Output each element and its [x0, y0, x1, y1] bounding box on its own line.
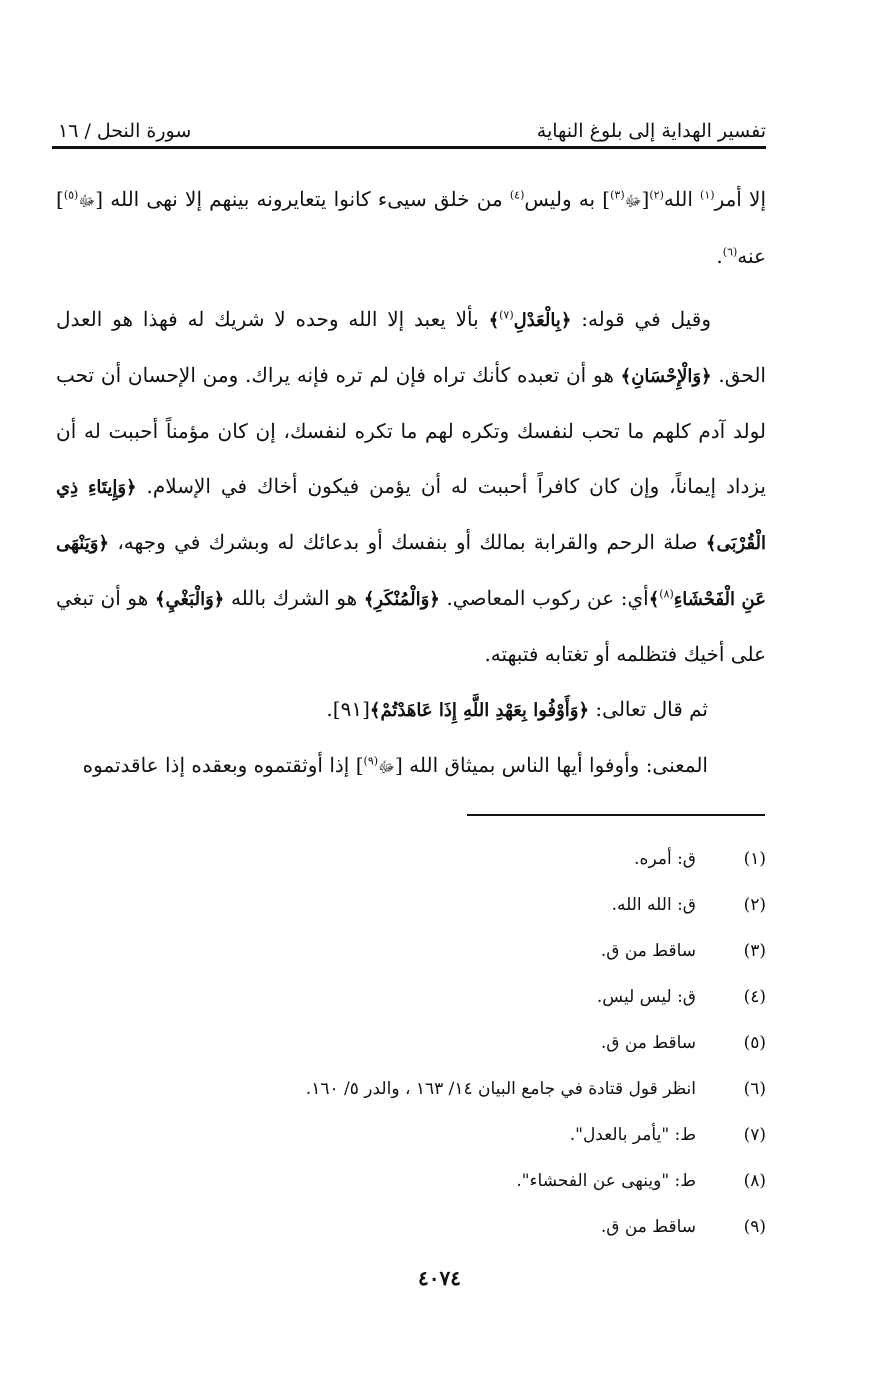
honorific-glyph: ﷻ: [624, 192, 642, 210]
footnote-ref-9: (٩): [363, 754, 379, 768]
quran-quote: ﴿وَالْبَغْيِ﴾: [154, 589, 225, 610]
footnote-item: [200, 1066, 766, 1112]
quran-quote: ﴿وَيَنْهَى عَنِ الْفَحْشَاءِ: [56, 533, 766, 610]
footnote-item: [200, 1158, 766, 1204]
footnote-text: ق: ليس ليس.: [596, 987, 696, 1007]
footnote-item: [200, 1204, 766, 1250]
footnote-ref-2: (٢): [649, 188, 664, 202]
footnote-text: انظر قول قتادة في جامع البيان ١٤/ ١٦٣ ، والدر ٥/ ١٦٠.: [305, 1079, 696, 1099]
main-text: [56, 172, 766, 795]
quran-quote: ﴿وَالْإِحْسَانِ﴾: [620, 366, 712, 387]
footnote-number: (٩): [743, 1217, 766, 1237]
honorific-glyph: ﷻ: [78, 192, 96, 210]
footnote-number: (٤): [743, 987, 766, 1007]
honorific-glyph: ﷻ: [378, 758, 395, 776]
footnote-number: (١): [743, 849, 766, 869]
footnote-ref-3: (٣): [610, 188, 625, 202]
footnote-item: [200, 836, 766, 882]
footnote-ref-1: (١): [700, 188, 715, 202]
quran-quote: ﴿وَالْمُنْكَرِ﴾: [363, 589, 440, 610]
footnote-item: [200, 1020, 766, 1066]
header-divider: [52, 146, 766, 149]
footnote-text: ساقط من ق.: [600, 1033, 696, 1053]
footnote-ref-8: (٨): [659, 587, 674, 601]
quran-quote: ﴿بِالْعَدْلِ: [513, 310, 572, 331]
paragraph-2: وقيل في قوله: ﴿بِالْعَدْلِ$^{(٧)}$﴾ بألا يعبد إلا الله وحده لا شريك له فهذا هو العدل الحق. ﴿وَالْإِحْسَانِ﴾ هو أن تعبده كأنك تراه فإن لم تره فإنه يراك. ومن الإحسان أن تحب لولد آدم كلهم ما تحب لنفسك وتكره لهم ما تكره لنفسك، إن كان مؤمناً أحببت له أن يزداد إيماناً، وإن كان كافراً أحببت له أن يؤمن فيكون أخاك في الإسلام. ﴿وَإِيتَاءِ ذِي الْقُرْبَى﴾ صلة الرحم والقرابة بمالك أو بنفسك أو بدعائك له وبشرك في وجهه، ﴿وَيَنْهَى عَنِ الْفَحْشَاءِ$^{(٨)}$﴾أي: عن ركوب المعاصي. ﴿وَالْمُنْكَرِ﴾ هو الشرك بالله ﴿وَالْبَغْيِ﴾ هو أن تبغي على أخيك فتظلمه أو تغتابه فتبهته.: [56, 307, 766, 666]
footnote-text: ق: أمره.: [634, 849, 696, 869]
book-title: تفسير الهداية إلى بلوغ النهاية: [536, 120, 766, 142]
footnote-number: (٥): [743, 1033, 766, 1053]
footnote-text: ق: الله الله.: [611, 895, 696, 915]
footnote-number: (٧): [743, 1125, 766, 1145]
footnote-ref-4: (٤): [509, 188, 525, 202]
surah-reference: سورة النحل / ١٦: [58, 120, 192, 142]
footnote-text: ط: "يأمر بالعدل".: [569, 1125, 696, 1145]
paragraph-1: إلا أمر$^{(١)}$ الله$^{(٢)}$[ﷻ$^{(٣)}$] به وليس$^{(٤)}$ من خلق سيىء كانوا يتعايرونه بينهم إلا نهى الله [ﷻ$^{(٥)}$] عنه$^{(٦)}$.: [56, 187, 767, 268]
footnote-ref-6: (٦): [722, 245, 738, 259]
page-number: ٤٠٧٤: [418, 1266, 461, 1290]
paragraph-4: المعنى: وأوفوا أيها الناس بميثاق الله [ﷻ$^{(٩)}$] إذا أوثقتموه وبعقده إذا عاقدتموه: [82, 753, 708, 777]
quran-quote: ﴿وَإِيتَاءِ ذِي الْقُرْبَى﴾: [56, 477, 766, 554]
footnote-item: [200, 928, 766, 974]
verse-number: [٩١].: [326, 697, 370, 721]
footnote-text: ساقط من ق.: [600, 941, 696, 961]
paragraph-3: ثم قال تعالى: ﴿وَأَوْفُوا بِعَهْدِ اللَّهِ إِذَا عَاهَدْتُمْ﴾[٩١].: [326, 697, 708, 721]
quran-quote: ﴿وَأَوْفُوا بِعَهْدِ اللَّهِ إِذَا عَاهَدْتُمْ﴾: [369, 700, 590, 721]
footnote-item: [200, 974, 766, 1020]
footnote-text: ساقط من ق.: [600, 1217, 696, 1237]
page-header: [58, 108, 766, 142]
footnote-item: [200, 1112, 766, 1158]
footnote-number: (٢): [743, 895, 766, 915]
footnote-number: (٨): [743, 1171, 766, 1191]
footnotes: [200, 836, 766, 1250]
footnote-number: (٦): [743, 1079, 766, 1099]
footnote-text: ط: "وينهى عن الفحشاء".: [516, 1171, 696, 1191]
footnote-item: [200, 882, 766, 928]
footnote-ref-5: (٥): [63, 188, 79, 202]
footnote-divider: [467, 814, 765, 816]
footnote-number: (٣): [743, 941, 766, 961]
footnote-ref-7: (٧): [499, 308, 514, 322]
